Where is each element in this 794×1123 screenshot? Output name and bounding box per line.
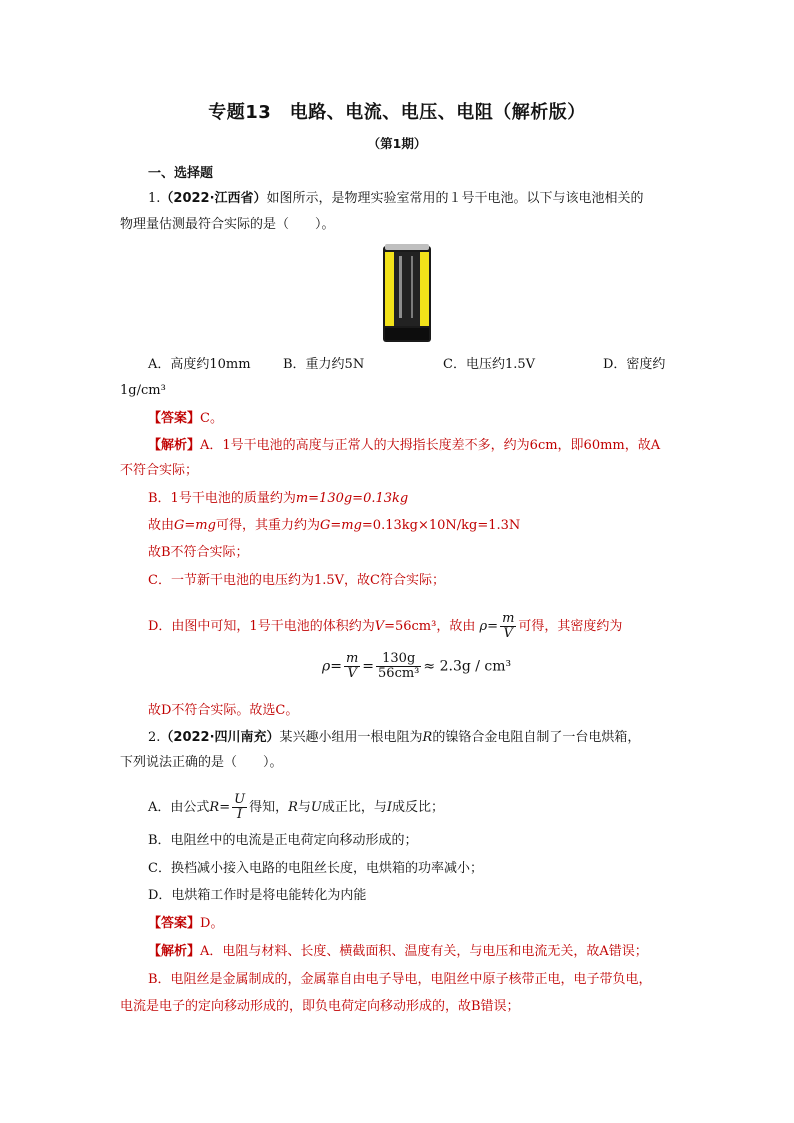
q1-analysis-d: D．由图中可知，1号干电池的体积约为V=56cm³，故由 ρ= $\frac{m}{V}$ 可得，其密度约为	[148, 611, 623, 641]
q2-option-a: A．由公式R= $\frac{U}{I}$ 得知，R与U成正比，与I成反比；	[148, 792, 445, 822]
q1-option-b: B．重力约5N	[283, 357, 365, 372]
q1-option-d: D．密度约	[603, 357, 666, 372]
page-title: 专题13 电路、电流、电压、电阻（解析版）	[208, 102, 586, 123]
q2-stem-line1: 2.（2022·四川南充）某兴趣小组用一根电阻为R的镍铬合金电阻自制了一台电烘箱，	[148, 730, 641, 745]
section-heading: 一、选择题	[148, 166, 214, 181]
q1-option-a: A．高度约10mm	[148, 357, 251, 372]
q1-analysis-b3: 故B不符合实际；	[148, 545, 249, 560]
q2-analysis-b: B．电阻丝是金属制成的，金属靠自由电子导电，电阻丝中原子核带正电，电子带负电，	[148, 972, 652, 987]
q2-answer: 【答案】D。	[148, 916, 224, 931]
q1-options	[148, 356, 665, 374]
q1-stem-line2: 物理量估测最符合实际的是（ ）。	[120, 217, 335, 232]
q1-analysis-a-cont: 不符合实际；	[120, 463, 199, 478]
page-subtitle: （第1期）	[367, 136, 427, 151]
density-inline-formula: ρ= $\frac{m}{V}$	[479, 611, 515, 641]
q1-analysis-a: 【解析】A．1号干电池的高度与正常人的大拇指长度差不多，约为6cm，即60mm，故A	[148, 438, 661, 453]
q2-option-d: D．电烘箱工作时是将电能转化为内能	[148, 888, 367, 903]
q1-answer: 【答案】C。	[148, 411, 223, 426]
q1-source: （2022·江西省）	[160, 191, 267, 206]
q1-analysis-b2: 故由G=mg可得，其重力约为G=mg=0.13kg×10N/kg=1.3N	[148, 518, 521, 533]
q2-option-b: B．电阻丝中的电流是正电荷定向移动形成的；	[148, 833, 418, 848]
q1-option-d-cont: 1g/cm³	[120, 383, 166, 398]
q1-analysis-c: C．一节新干电池的电压约为1.5V，故C符合实际；	[148, 573, 445, 588]
q2-analysis-a: 【解析】A．电阻与材料、长度、横截面积、温度有关，与电压和电流无关，故A错误；	[148, 944, 648, 959]
q1-stem-line1: 1.（2022·江西省）如图所示，是物理实验室常用的１号干电池。以下与该电池相关的	[148, 191, 644, 206]
q2-analysis-b-cont: 电流是电子的定向移动形成的，即负电荷定向移动形成的，故B错误；	[120, 999, 520, 1014]
q1-analysis-d2: 故D不符合实际。故选C。	[148, 703, 299, 718]
q1-option-c: C．电压约1.5V	[443, 357, 536, 372]
q2-stem-line2: 下列说法正确的是（ ）。	[120, 755, 283, 770]
d-cell-battery-icon	[381, 242, 433, 344]
q1-analysis-b: B．1号干电池的质量约为m=130g=0.13kg	[148, 491, 409, 506]
q2-option-c: C．换档减小接入电路的电阻丝长度，电烘箱的功率减小；	[148, 861, 483, 876]
density-formula: ρ= $\frac{m}{V}$ = $\frac{130g}{\text{56cm³}}$ ≈ 2.3g / cm³	[322, 651, 512, 681]
q2-source: （2022·四川南充）	[160, 730, 280, 745]
